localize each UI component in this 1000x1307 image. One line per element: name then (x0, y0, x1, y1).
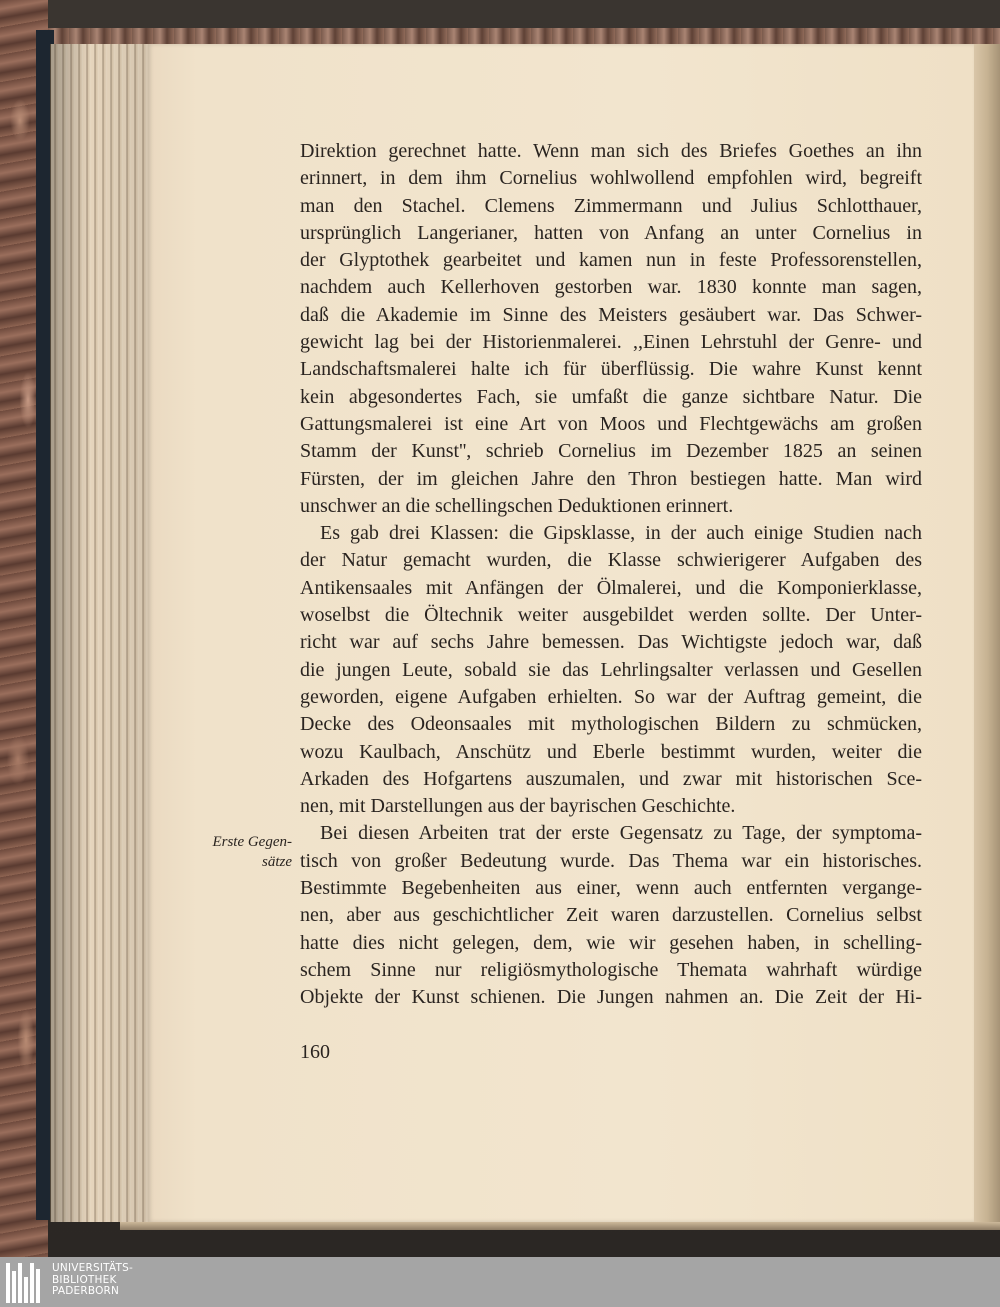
bottom-page-edge (120, 1222, 1000, 1230)
marginal-note (180, 832, 292, 872)
library-footer (0, 1257, 1000, 1307)
text-line: Landschaftsmalerei halte ich für überflüssig. Die wahre Kunst kennt (300, 358, 922, 381)
text-line: nen, aber aus geschichtlicher Zeit waren darzustellen. Cornelius selbst (300, 904, 922, 927)
text-line: unschwer an die schellingschen Deduktionen erinnert. (300, 494, 734, 517)
text-line: Direktion gerechnet hatte. Wenn man sich des Briefes Goethes an ihn (300, 140, 922, 162)
body-text (300, 138, 922, 1012)
text-line: gewicht lag bei der Historienmalerei. ,,Einen Lehrstuhl der Genre- und (300, 331, 922, 354)
library-logo-icon (6, 1263, 46, 1303)
text-line: kein abgesondertes Fach, sie umfaßt die ganze sichtbare Natur. Die (300, 385, 922, 408)
logo-text-line: PADERBORN (52, 1285, 120, 1297)
text-line: Fürsten, der im gleichen Jahre den Thron bestiegen hatte. Man wird (300, 467, 922, 490)
text-line: wozu Kaulbach, Anschütz und Eberle bestimmt wurden, weiter die (300, 740, 922, 763)
text-line: Arkaden des Hofgartens auszumalen, und zwar mit historischen Sce- (300, 767, 922, 790)
text-line: nen, mit Darstellungen aus der bayrischen Geschichte. (300, 795, 736, 818)
text-line: daß die Akademie im Sinne des Meisters gesäubert war. Das Schwer- (300, 303, 922, 326)
text-line: woselbst die Öltechnik weiter ausgebildet werden sollte. Der Unter- (300, 604, 922, 627)
text-line: die jungen Leute, sobald sie das Lehrlingsalter verlassen und Gesellen (300, 658, 922, 681)
text-line: Es gab drei Klassen: die Gipsklasse, in der auch einige Studien nach (320, 522, 922, 545)
library-logo-text (52, 1263, 133, 1298)
text-line: Bestimmte Begebenheiten aus einer, wenn auch entfernten vergange- (300, 877, 922, 900)
text-line: richt war auf sechs Jahre bemessen. Das Wichtigste jedoch war, daß (300, 631, 922, 654)
text-line: ursprünglich Langerianer, hatten von Anfang an unter Cornelius in (300, 221, 922, 244)
text-line: Stamm der Kunst'', schrieb Cornelius im Dezember 1825 an seinen (300, 440, 922, 463)
page-edges-shadow (50, 44, 150, 1222)
marginal-note-line: Erste Gegen- (212, 834, 292, 850)
text-line: tisch von großer Bedeutung wurde. Das Thema war ein historisches. (300, 849, 922, 872)
text-line: hatte dies nicht gelegen, dem, wie wir gesehen haben, in schelling- (300, 931, 922, 954)
page-number: 160 (300, 1041, 330, 1063)
text-line: man den Stachel. Clemens Zimmermann und Julius Schlotthauer, (300, 194, 922, 217)
right-page-edge (974, 44, 1000, 1224)
logo-text-line: UNIVERSITÄTS- (52, 1262, 133, 1274)
text-line: Decke des Odeonsaales mit mythologischen Bildern zu schmücken, (300, 713, 922, 736)
text-line: schem Sinne nur religiösmythologische Themata wahrhaft würdige (300, 958, 922, 981)
text-line: erinnert, in dem ihm Cornelius wohlwollend empfohlen wird, begreift (300, 167, 922, 190)
text-line: Gattungsmalerei ist eine Art von Moos und Flechtgewächs am großen (300, 412, 922, 435)
marginal-note-line: sätze (262, 854, 292, 870)
text-line: nachdem auch Kellerhoven gestorben war. 1830 konnte man sagen, (300, 276, 922, 299)
text-line: der Natur gemacht wurden, die Klasse schwierigerer Aufgaben des (300, 549, 922, 572)
text-line: der Glyptothek gearbeitet und kamen nun in feste Professorenstellen, (300, 249, 922, 272)
text-line: Antikensaales mit Anfängen der Ölmalerei, und die Komponierklasse, (300, 576, 922, 599)
text-line: Objekte der Kunst schienen. Die Jungen nahmen an. Die Zeit der Hi- (300, 986, 922, 1009)
text-line: Bei diesen Arbeiten trat der erste Gegensatz zu Tage, der symptoma- (320, 822, 922, 845)
text-line: geworden, eigene Aufgaben erhielten. So war der Auftrag gemeint, die (300, 685, 922, 708)
logo-text-line: BIBLIOTHEK (52, 1273, 117, 1286)
